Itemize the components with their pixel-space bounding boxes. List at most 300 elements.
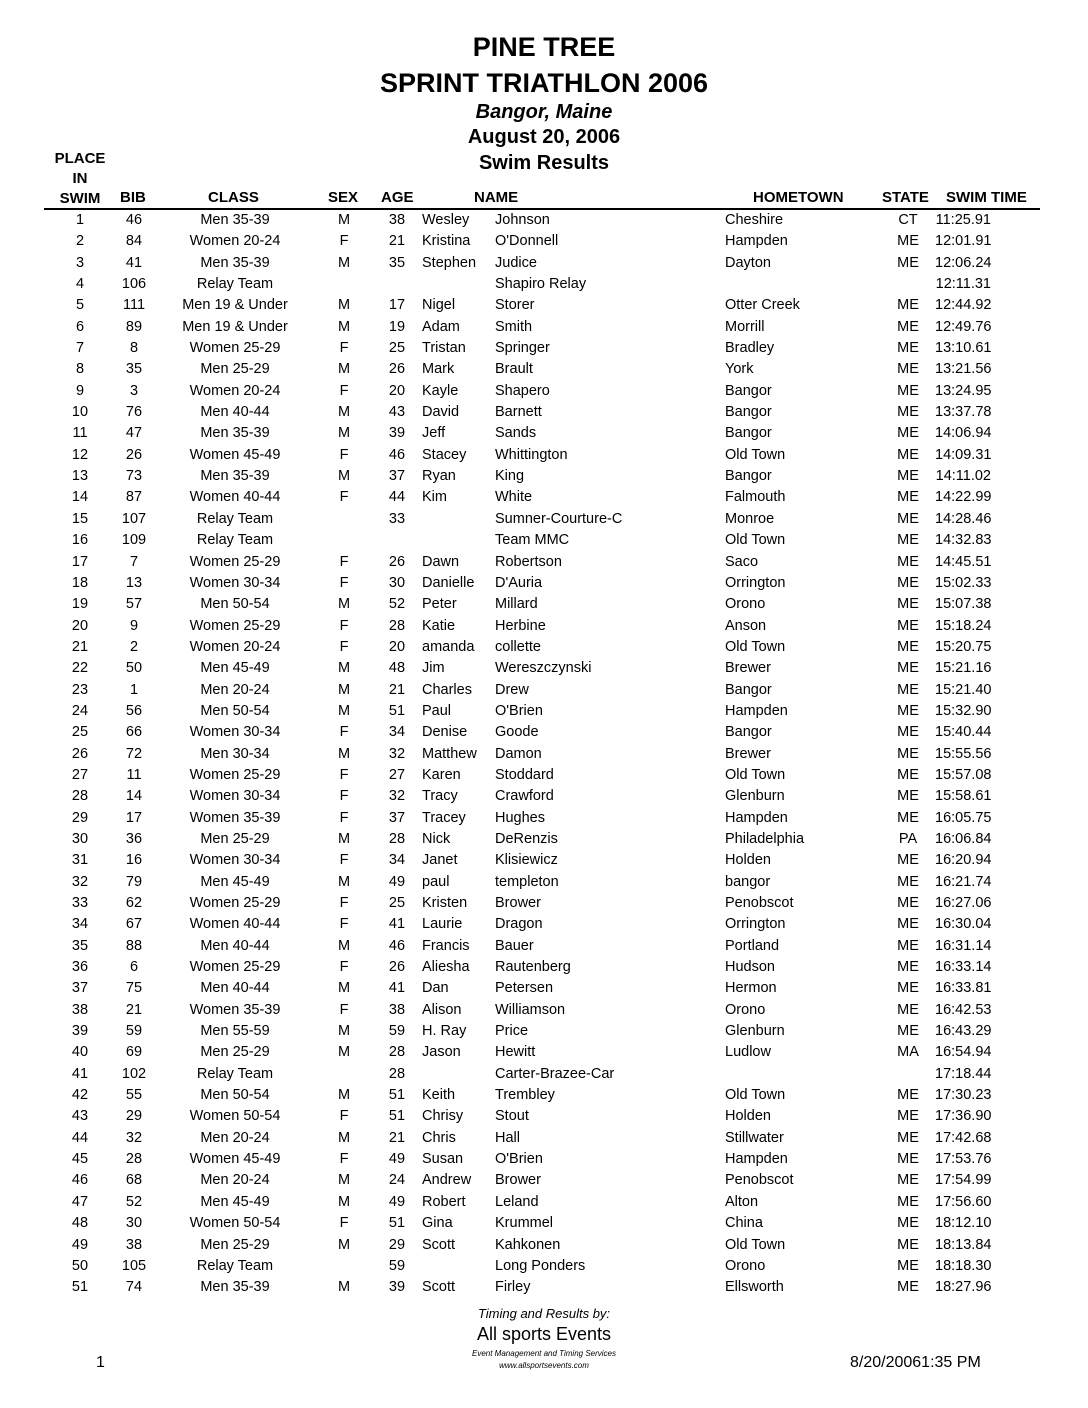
table-row <box>0 850 1088 871</box>
hometown-cell: Old Town <box>725 532 786 549</box>
class-cell: Men 35-39 <box>200 212 270 228</box>
class-cell: Relay Team <box>196 510 274 527</box>
last-name-cell: Rautenberg <box>495 959 571 976</box>
last-name-cell: Brower <box>495 1172 541 1189</box>
class-cell: Relay Team <box>196 532 274 549</box>
last-name-cell: Drew <box>495 681 529 698</box>
first-name-cell: Scott <box>422 1236 456 1253</box>
place-cell: 4 <box>75 276 85 293</box>
age-cell: 27 <box>388 766 406 783</box>
swim-time-cell: 16:21.74 <box>935 873 992 890</box>
sex-cell: F <box>339 617 349 634</box>
state-cell: ME <box>897 1151 919 1168</box>
last-name-cell: Storer <box>495 297 535 314</box>
first-name-cell: Danielle <box>422 574 475 591</box>
age-cell: 26 <box>388 959 406 976</box>
last-name-cell: Barnett <box>495 404 542 421</box>
state-cell: ME <box>897 766 919 783</box>
table-row <box>0 1042 1088 1063</box>
bib-cell: 38 <box>125 1236 143 1253</box>
swim-time-cell: 16:33.81 <box>935 980 992 997</box>
last-name-cell: Wereszczynski <box>495 660 592 677</box>
bib-cell: 3 <box>129 382 139 399</box>
age-cell: 51 <box>388 702 406 719</box>
swim-time-cell: 16:06.84 <box>935 830 992 847</box>
table-row <box>0 594 1088 615</box>
table-row <box>0 1235 1088 1256</box>
table-row <box>0 274 1088 295</box>
class-cell: Women 25-29 <box>189 617 281 634</box>
print-timestamp: 8/20/20061:35 PM <box>850 1354 981 1371</box>
sex-cell: F <box>339 959 349 976</box>
class-cell: Men 20-24 <box>200 1129 270 1146</box>
age-cell: 28 <box>388 830 406 847</box>
age-cell: 21 <box>388 1129 406 1146</box>
table-row <box>0 786 1088 807</box>
place-cell: 50 <box>71 1257 89 1274</box>
age-cell: 29 <box>388 1236 406 1253</box>
place-cell: 10 <box>71 404 89 421</box>
state-cell: ME <box>897 980 919 997</box>
bib-cell: 21 <box>125 1001 143 1018</box>
hometown-cell: Holden <box>725 852 771 869</box>
bib-cell: 75 <box>125 980 143 997</box>
bib-cell: 88 <box>125 937 143 954</box>
sex-cell: M <box>337 468 351 485</box>
class-cell: Women 50-54 <box>189 1108 281 1125</box>
sex-cell: M <box>337 681 351 698</box>
table-row <box>0 872 1088 893</box>
last-name-cell: Crawford <box>495 788 554 805</box>
hometown-cell: Brewer <box>725 745 771 762</box>
table-row <box>0 1256 1088 1277</box>
column-header-place-line2: IN <box>72 170 88 187</box>
table-row <box>0 338 1088 359</box>
swim-time-cell: 16:30.04 <box>935 916 992 933</box>
place-cell: 3 <box>75 254 85 271</box>
first-name-cell: Charles <box>422 681 472 698</box>
bib-cell: 87 <box>125 489 143 506</box>
place-cell: 39 <box>71 1023 89 1040</box>
hometown-cell: China <box>725 1215 763 1232</box>
class-cell: Women 30-34 <box>189 724 281 741</box>
hometown-cell: Ludlow <box>725 1044 771 1061</box>
hometown-cell: Monroe <box>725 510 775 527</box>
table-row <box>0 210 1088 231</box>
age-cell: 51 <box>388 1215 406 1232</box>
class-cell: Relay Team <box>196 1257 274 1274</box>
sex-cell: M <box>337 212 351 228</box>
first-name-cell: Tristan <box>422 340 466 357</box>
last-name-cell: Price <box>495 1023 529 1040</box>
last-name-cell: Williamson <box>495 1001 566 1018</box>
hometown-cell: Alton <box>725 1193 759 1210</box>
place-cell: 8 <box>75 361 85 378</box>
table-row <box>0 466 1088 487</box>
hometown-cell: Morrill <box>725 318 765 335</box>
column-header-class: CLASS <box>208 189 259 206</box>
bib-cell: 36 <box>125 830 143 847</box>
class-cell: Women 35-39 <box>189 1001 281 1018</box>
class-cell: Men 25-29 <box>200 830 270 847</box>
last-name-cell: Hall <box>495 1129 520 1146</box>
sex-cell: M <box>337 1236 351 1253</box>
hometown-cell: Hampden <box>725 233 788 250</box>
age-cell: 24 <box>388 1172 406 1189</box>
first-name-cell: David <box>422 404 460 421</box>
swim-time-cell: 13:37.78 <box>935 404 992 421</box>
bib-cell: 1 <box>129 681 139 698</box>
table-row <box>0 1170 1088 1191</box>
column-header-name: NAME <box>474 189 519 206</box>
table-row <box>0 744 1088 765</box>
bib-cell: 57 <box>125 596 143 613</box>
swim-time-cell: 15:58.61 <box>935 788 992 805</box>
age-cell: 34 <box>388 724 406 741</box>
last-name-cell: Judice <box>495 254 537 271</box>
sex-cell: M <box>337 596 351 613</box>
hometown-cell: Cheshire <box>725 212 784 228</box>
sex-cell: M <box>337 1044 351 1061</box>
last-name-cell: collette <box>495 638 541 655</box>
table-row <box>0 1192 1088 1213</box>
age-cell: 32 <box>388 788 406 805</box>
bib-cell: 41 <box>125 254 143 271</box>
age-cell: 20 <box>388 638 406 655</box>
sex-cell: M <box>337 745 351 762</box>
bib-cell: 56 <box>125 702 143 719</box>
table-row <box>0 680 1088 701</box>
state-cell: ME <box>897 425 919 442</box>
first-name-cell: Adam <box>422 318 460 335</box>
age-cell: 33 <box>388 510 406 527</box>
bib-cell: 29 <box>125 1108 143 1125</box>
class-cell: Women 40-44 <box>189 489 281 506</box>
first-name-cell: Alison <box>422 1001 462 1018</box>
swim-time-cell: 16:33.14 <box>935 959 992 976</box>
last-name-cell: Brower <box>495 895 541 911</box>
age-cell: 38 <box>388 1001 406 1018</box>
first-name-cell: Jeff <box>422 425 446 442</box>
place-cell: 38 <box>71 1001 89 1018</box>
last-name-cell: D'Auria <box>495 574 543 591</box>
company-tagline: Event Management and Timing Services <box>472 1349 616 1358</box>
bib-cell: 109 <box>121 532 147 549</box>
age-cell: 20 <box>388 382 406 399</box>
swim-time-cell: 16:42.53 <box>935 1001 992 1018</box>
first-name-cell: Denise <box>422 724 468 741</box>
hometown-cell: Old Town <box>725 1236 786 1253</box>
place-cell: 28 <box>71 788 89 805</box>
hometown-cell: Anson <box>725 617 767 634</box>
class-cell: Women 45-49 <box>189 446 281 463</box>
last-name-cell: Whittington <box>495 446 568 463</box>
bib-cell: 35 <box>125 361 143 378</box>
table-row <box>0 530 1088 551</box>
bib-cell: 30 <box>125 1215 143 1232</box>
table-row <box>0 573 1088 594</box>
hometown-cell: Old Town <box>725 638 786 655</box>
table-row <box>0 829 1088 850</box>
hometown-cell: Bangor <box>725 681 772 698</box>
swim-time-cell: 14:22.99 <box>935 489 992 506</box>
age-cell: 37 <box>388 809 406 826</box>
table-row <box>0 445 1088 466</box>
hometown-cell: Penobscot <box>725 1172 794 1189</box>
swim-time-cell: 16:27.06 <box>935 895 992 911</box>
class-cell: Women 30-34 <box>189 574 281 591</box>
state-cell: ME <box>897 297 919 314</box>
age-cell: 19 <box>388 318 406 335</box>
sex-cell: M <box>337 980 351 997</box>
last-name-cell: Millard <box>495 596 538 613</box>
class-cell: Men 19 & Under <box>182 297 288 314</box>
hometown-cell: Dayton <box>725 254 771 271</box>
place-cell: 9 <box>75 382 85 399</box>
bib-cell: 52 <box>125 1193 143 1210</box>
hometown-cell: Brewer <box>725 660 771 677</box>
hometown-cell: Penobscot <box>725 895 794 911</box>
first-name-cell: Aliesha <box>422 959 470 976</box>
first-name-cell: Andrew <box>422 1172 472 1189</box>
first-name-cell: Peter <box>422 596 457 613</box>
place-cell: 21 <box>71 638 89 655</box>
swim-time-cell: 14:32.83 <box>935 532 992 549</box>
place-cell: 35 <box>71 937 89 954</box>
age-cell: 37 <box>388 468 406 485</box>
first-name-cell: Keith <box>422 1087 456 1104</box>
class-cell: Women 45-49 <box>189 1151 281 1168</box>
place-cell: 7 <box>75 340 85 357</box>
first-name-cell: Ryan <box>422 468 456 485</box>
place-cell: 46 <box>71 1172 89 1189</box>
first-name-cell: Laurie <box>422 916 463 933</box>
state-cell: ME <box>897 638 919 655</box>
table-row <box>0 936 1088 957</box>
hometown-cell: Hampden <box>725 702 788 719</box>
last-name-cell: Brault <box>495 361 533 378</box>
bib-cell: 105 <box>121 1257 147 1274</box>
place-cell: 30 <box>71 830 89 847</box>
sex-cell: M <box>337 873 351 890</box>
state-cell: MA <box>897 1044 919 1061</box>
results-table <box>0 210 1088 1299</box>
first-name-cell: H. Ray <box>422 1023 467 1040</box>
table-row <box>0 359 1088 380</box>
event-location: Bangor, Maine <box>475 101 613 123</box>
age-cell: 49 <box>388 873 406 890</box>
place-cell: 13 <box>71 468 89 485</box>
last-name-cell: Bauer <box>495 937 534 954</box>
place-cell: 47 <box>71 1193 89 1210</box>
age-cell: 39 <box>388 1279 406 1296</box>
hometown-cell: Old Town <box>725 446 786 463</box>
age-cell: 25 <box>388 895 406 911</box>
age-cell: 41 <box>388 980 406 997</box>
column-header-place-line3: SWIM <box>59 190 101 207</box>
bib-cell: 11 <box>126 766 142 783</box>
sex-cell: M <box>337 404 351 421</box>
swim-time-cell: 16:05.75 <box>935 809 992 826</box>
last-name-cell: templeton <box>495 873 559 890</box>
class-cell: Men 45-49 <box>200 1193 270 1210</box>
title-line-2: SPRINT TRIATHLON 2006 <box>379 68 709 98</box>
results-subtitle: Swim Results <box>478 152 610 174</box>
swim-time-cell: 14:09.31 <box>935 446 992 463</box>
hometown-cell: Portland <box>725 937 780 954</box>
hometown-cell: Glenburn <box>725 1023 785 1040</box>
bib-cell: 79 <box>125 873 143 890</box>
first-name-cell: Scott <box>422 1279 456 1296</box>
last-name-cell: Long Ponders <box>495 1257 586 1274</box>
place-cell: 1 <box>75 212 85 228</box>
bib-cell: 84 <box>125 233 143 250</box>
first-name-cell: Jim <box>422 660 445 677</box>
age-cell: 26 <box>388 553 406 570</box>
state-cell: ME <box>897 1193 919 1210</box>
state-cell: ME <box>897 681 919 698</box>
first-name-cell: Kim <box>422 489 447 506</box>
sex-cell: F <box>339 1001 349 1018</box>
sex-cell: F <box>339 1151 349 1168</box>
first-name-cell: Janet <box>422 852 458 869</box>
class-cell: Men 35-39 <box>200 254 270 271</box>
state-cell: ME <box>897 959 919 976</box>
last-name-cell: O'Brien <box>495 1151 543 1168</box>
age-cell: 46 <box>388 937 406 954</box>
last-name-cell: King <box>495 468 525 485</box>
hometown-cell: Hampden <box>725 809 788 826</box>
bib-cell: 9 <box>129 617 139 634</box>
last-name-cell: DeRenzis <box>495 830 558 847</box>
swim-time-cell: 16:43.29 <box>935 1023 992 1040</box>
class-cell: Men 35-39 <box>200 468 270 485</box>
class-cell: Relay Team <box>196 276 274 293</box>
state-cell: ME <box>897 724 919 741</box>
swim-time-cell: 17:18.44 <box>935 1065 992 1082</box>
hometown-cell: Saco <box>725 553 759 570</box>
swim-time-cell: 16:31.14 <box>935 937 992 954</box>
sex-cell: F <box>339 1215 349 1232</box>
state-cell: ME <box>897 1257 919 1274</box>
state-cell: ME <box>897 702 919 719</box>
first-name-cell: Tracey <box>422 809 466 826</box>
table-row <box>0 1021 1088 1042</box>
last-name-cell: Smith <box>495 318 533 335</box>
column-header-place-line1: PLACE <box>54 150 106 167</box>
hometown-cell: York <box>725 361 754 378</box>
hometown-cell: Orono <box>725 596 766 613</box>
class-cell: Men 40-44 <box>200 404 270 421</box>
first-name-cell: Mark <box>422 361 455 378</box>
sex-cell: F <box>339 553 349 570</box>
age-cell: 28 <box>388 1065 406 1082</box>
class-cell: Men 45-49 <box>200 873 270 890</box>
table-row <box>0 658 1088 679</box>
state-cell: ME <box>897 1087 919 1104</box>
class-cell: Women 20-24 <box>189 233 281 250</box>
table-row <box>0 317 1088 338</box>
hometown-cell: Orrington <box>725 916 786 933</box>
bib-cell: 69 <box>125 1044 143 1061</box>
sex-cell: M <box>337 1279 351 1296</box>
table-row <box>0 1277 1088 1298</box>
bib-cell: 106 <box>121 276 147 293</box>
swim-time-cell: 16:54.94 <box>935 1044 992 1061</box>
state-cell: ME <box>897 404 919 421</box>
age-cell: 17 <box>388 297 406 314</box>
state-cell: ME <box>897 1279 919 1296</box>
state-cell: ME <box>897 468 919 485</box>
hometown-cell: Orono <box>725 1257 766 1274</box>
last-name-cell: Sands <box>495 425 537 442</box>
first-name-cell: Wesley <box>422 212 470 228</box>
swim-time-cell: 13:10.61 <box>935 340 992 357</box>
last-name-cell: Springer <box>495 340 550 357</box>
sex-cell: F <box>339 638 349 655</box>
class-cell: Men 35-39 <box>200 425 270 442</box>
table-row <box>0 253 1088 274</box>
place-cell: 11 <box>72 425 88 442</box>
bib-cell: 107 <box>121 510 147 527</box>
state-cell: ME <box>897 809 919 826</box>
column-header-state: STATE <box>882 189 929 206</box>
state-cell: ME <box>897 937 919 954</box>
sex-cell: M <box>337 937 351 954</box>
class-cell: Men 25-29 <box>200 1236 270 1253</box>
class-cell: Men 55-59 <box>200 1023 270 1040</box>
swim-time-cell: 15:07.38 <box>935 596 992 613</box>
state-cell: ME <box>897 916 919 933</box>
class-cell: Men 50-54 <box>200 596 270 613</box>
place-cell: 31 <box>71 852 89 869</box>
first-name-cell: Tracy <box>422 788 458 805</box>
first-name-cell: Gina <box>422 1215 453 1232</box>
hometown-cell: Bangor <box>725 382 772 399</box>
first-name-cell: Jason <box>422 1044 461 1061</box>
last-name-cell: Robertson <box>495 553 562 570</box>
first-name-cell: Nigel <box>422 297 456 314</box>
swim-time-cell: 15:40.44 <box>935 724 992 741</box>
column-header-age: AGE <box>381 189 414 206</box>
last-name-cell: Petersen <box>495 980 554 997</box>
class-cell: Women 35-39 <box>189 809 281 826</box>
first-name-cell: Paul <box>422 702 452 719</box>
last-name-cell: Damon <box>495 745 542 762</box>
class-cell: Women 30-34 <box>189 788 281 805</box>
first-name-cell: Stacey <box>422 446 467 463</box>
hometown-cell: Bangor <box>725 468 772 485</box>
bib-cell: 66 <box>125 724 143 741</box>
bib-cell: 89 <box>125 318 143 335</box>
swim-time-cell: 15:55.56 <box>935 745 992 762</box>
bib-cell: 62 <box>125 895 143 911</box>
last-name-cell: Hewitt <box>495 1044 536 1061</box>
place-cell: 18 <box>71 574 89 591</box>
swim-time-cell: 18:12.10 <box>935 1215 992 1232</box>
age-cell: 49 <box>388 1151 406 1168</box>
hometown-cell: Falmouth <box>725 489 786 506</box>
last-name-cell: Dragon <box>495 916 543 933</box>
last-name-cell: Stoddard <box>495 766 554 783</box>
first-name-cell: Francis <box>422 937 470 954</box>
age-cell: 30 <box>388 574 406 591</box>
bib-cell: 14 <box>125 788 143 805</box>
class-cell: Women 25-29 <box>189 340 281 357</box>
class-cell: Men 25-29 <box>200 361 270 378</box>
last-name-cell: Shapero <box>495 382 550 399</box>
bib-cell: 13 <box>125 574 143 591</box>
